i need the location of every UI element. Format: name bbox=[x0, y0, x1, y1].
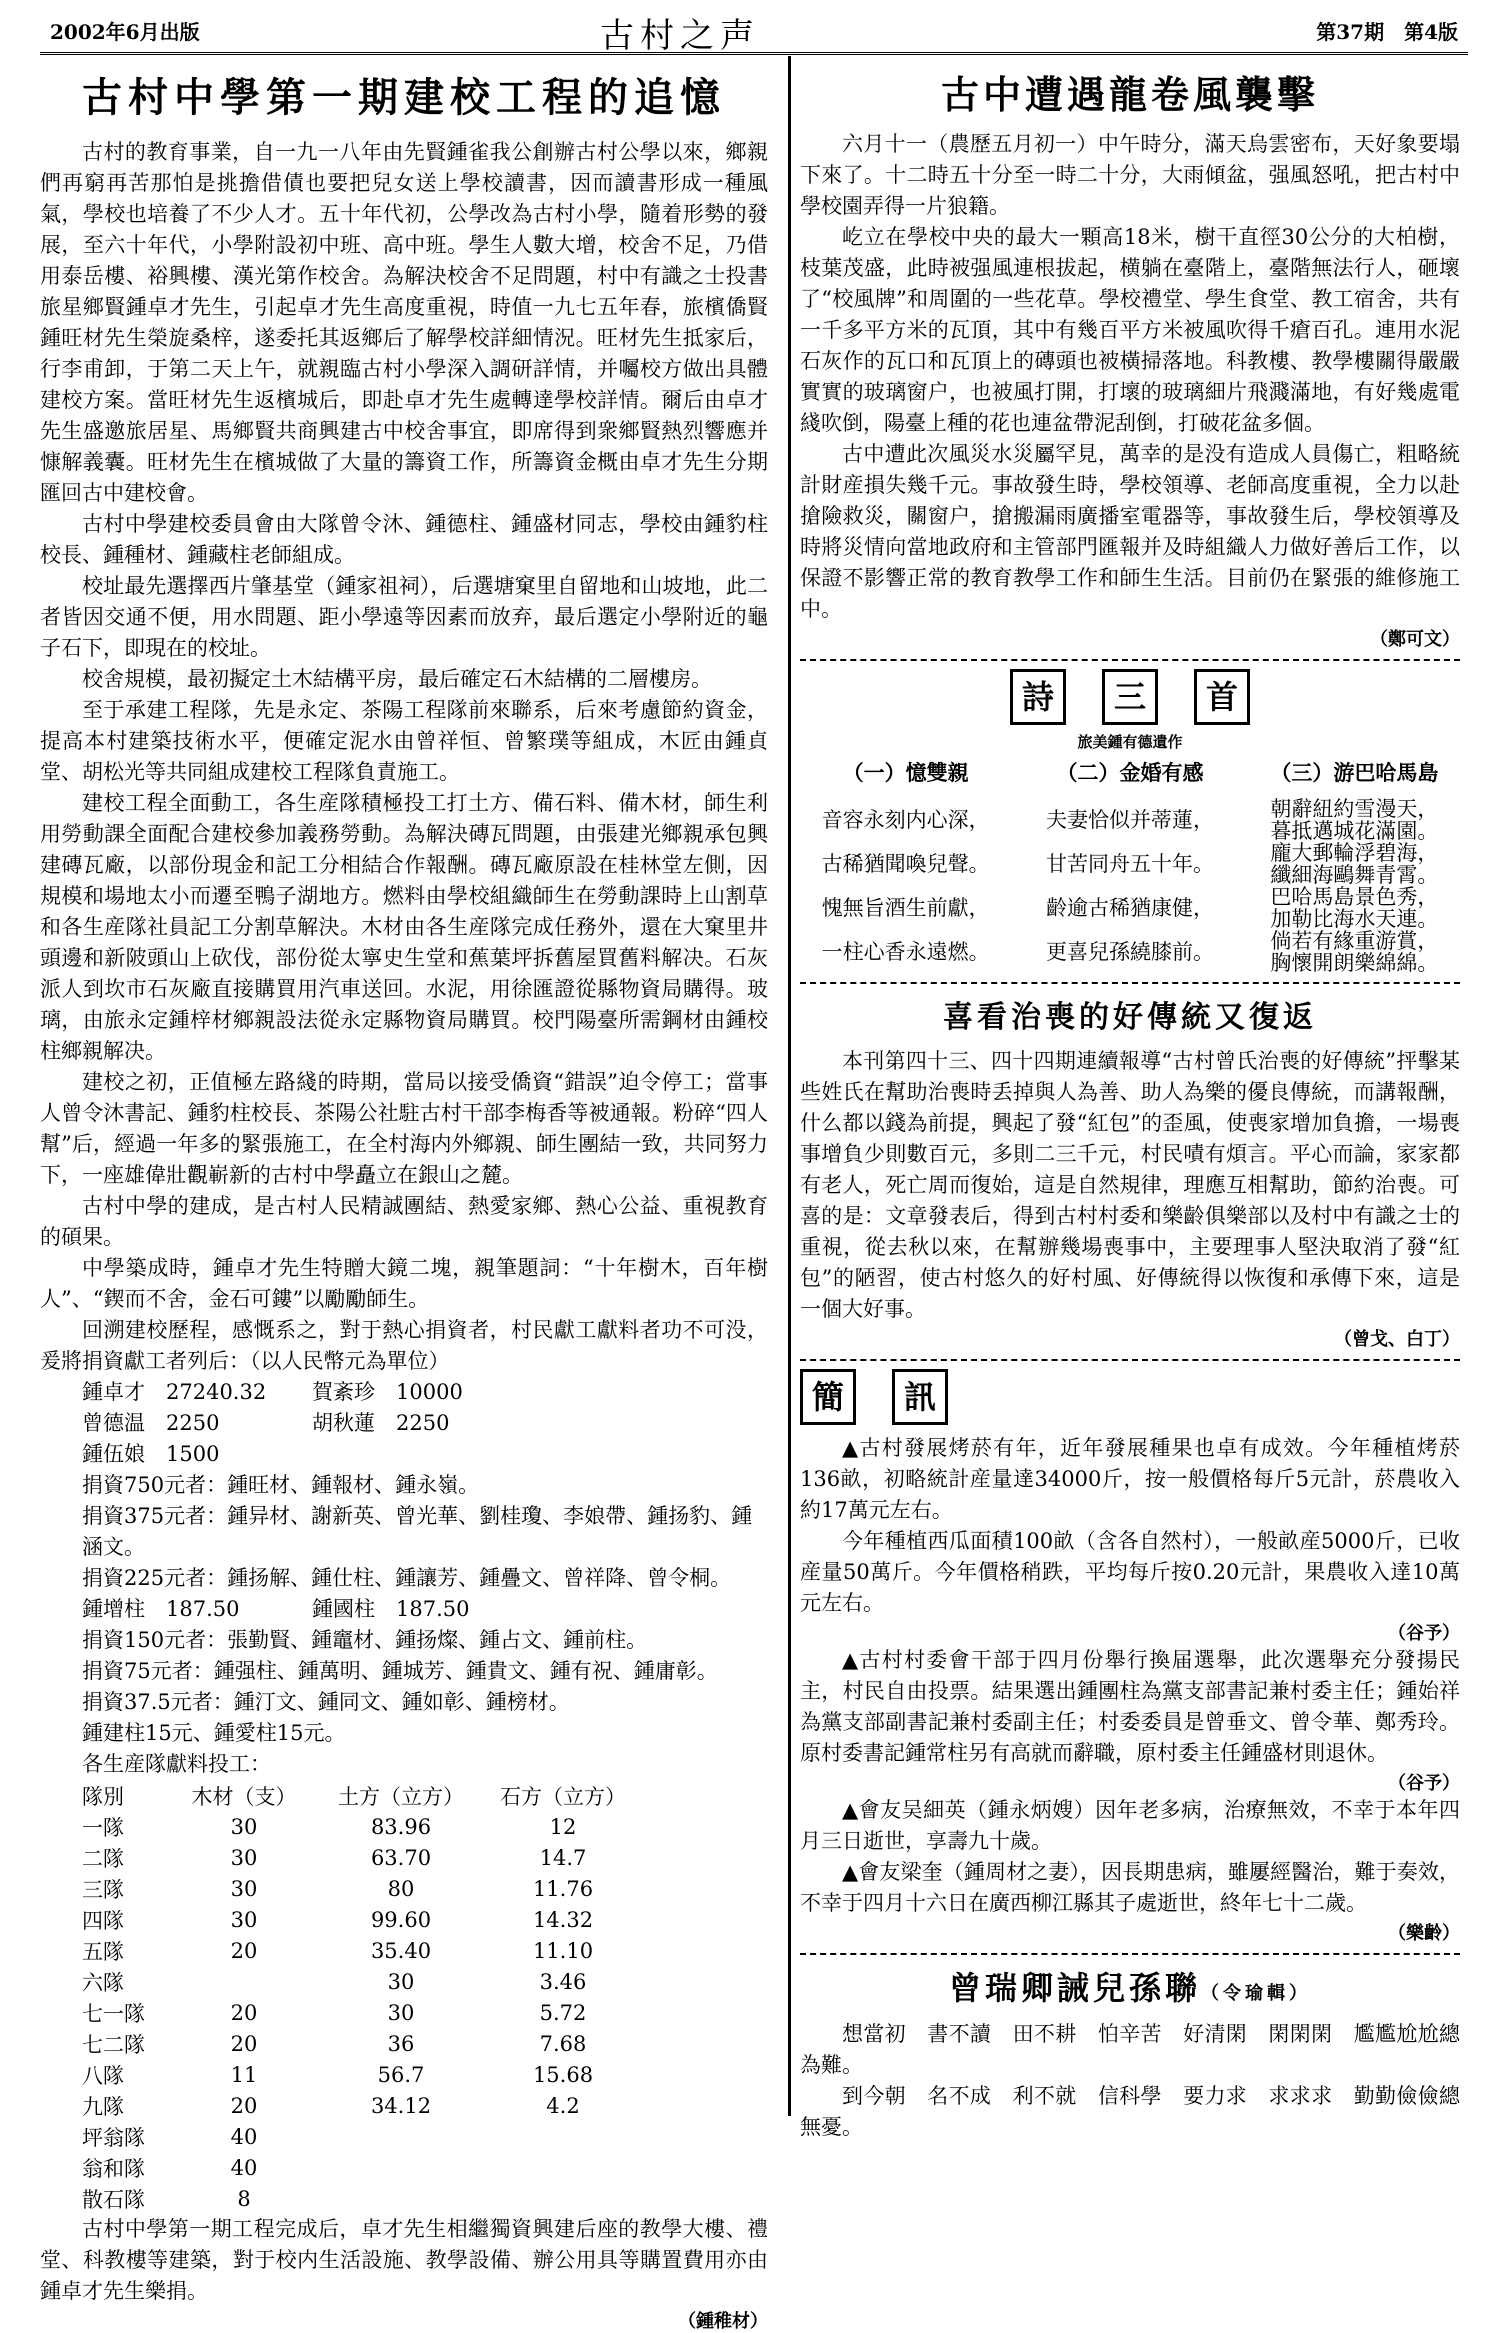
table-cell: 三隊 bbox=[82, 1877, 124, 1902]
donation-row: 捐資375元者：鍾异材、謝新英、曾光華、劉桂瓊、李娘帶、鍾扬豹、鍾涵文。 bbox=[82, 1504, 753, 1559]
poem-line: 一柱心香永遠燃。 bbox=[821, 940, 990, 964]
table-row bbox=[76, 1842, 644, 1873]
table-cell: 11.76 bbox=[532, 1876, 594, 1901]
news-signature: （樂齡） bbox=[1388, 1923, 1460, 1944]
poem bbox=[1249, 758, 1460, 974]
section-divider bbox=[800, 1953, 1460, 1955]
poem-line: 甘苦同舟五十年。 bbox=[1046, 852, 1214, 876]
page-header bbox=[40, 8, 1468, 56]
donation-row: 捐資750元者：鍾旺材、鍾報材、鍾永嶺。 bbox=[82, 1473, 480, 1497]
table-cell: 5.72 bbox=[539, 2000, 587, 2025]
table-cell: 20 bbox=[230, 1938, 258, 1963]
article-paragraph: 校址最先選擇西片肇基堂（鍾家祖祠），后選塘窠里自留地和山坡地，此二者皆因交通不便，用水問題、距小學遠等因素而放弃，最后選定小學附近的龜子石下，即現在的校址。 bbox=[40, 574, 768, 660]
donation-row: 鍾增柱 187.50 鍾國柱 187.50 bbox=[82, 1597, 470, 1621]
table-cell: 六隊 bbox=[82, 1970, 124, 1995]
school-article-title: 古村中學第一期建校工程的追憶 bbox=[82, 74, 726, 121]
news-title-char: 訊 bbox=[892, 1369, 948, 1425]
article-paragraph: 古村中學的建成，是古村人民精誠團結、熱愛家鄉、熱心公益、重視教育的碩果。 bbox=[40, 1194, 768, 1249]
donation-row: 鍾卓才 27240.32 賀紊珍 10000 bbox=[82, 1380, 463, 1404]
donation-row: 捐資75元者：鍾强柱、鍾萬明、鍾城芳、鍾貴文、鍾有祝、鍾庸彰。 bbox=[82, 1659, 718, 1683]
paper-name: 古村之声 bbox=[600, 16, 760, 56]
table-row bbox=[76, 2121, 644, 2152]
table-cell: 七二隊 bbox=[82, 2032, 145, 2057]
table-cell: 4.2 bbox=[546, 2093, 580, 2118]
column-header: 隊別 bbox=[82, 1784, 124, 1809]
donation-row: 曾德温 2250 胡秋蓮 2250 bbox=[82, 1411, 450, 1435]
news-item: 今年種植西瓜面積100畝（含各自然村），一般畝産5000斤，已收産量50萬斤。今年價格稍跌，平均每斤按0.20元計，果農收入達10萬元左右。 bbox=[800, 1529, 1460, 1615]
table-row bbox=[76, 2090, 644, 2121]
left-column bbox=[40, 60, 768, 2333]
table-cell: 30 bbox=[387, 2000, 415, 2025]
poem-line: 胸懷開朗樂綿綿。 bbox=[1270, 951, 1439, 975]
table-cell: 36 bbox=[387, 2031, 415, 2056]
table-cell: 30 bbox=[387, 1969, 415, 1994]
news-item: ▲古村村委會干部于四月份舉行換届選舉，此次選舉充分發揚民主，村民自由投票。結果選出鍾團柱為黨支部書記兼村委主任；鍾始祥為黨支部副書記兼村委副主任；村委委員是曾垂文、曾令華、鄭秀玲。原村委書記鍾常柱另有高就而辭職，原村委主任鍾盛材則退休。 bbox=[800, 1648, 1460, 1765]
brief-news-title bbox=[800, 1369, 1460, 1425]
donation-row: 捐資225元者：鍾扬解、鍾仕柱、鍾讓芳、鍾疊文、曾祥降、曾令桐。 bbox=[82, 1566, 732, 1590]
couplet-line: 想當初 書不讀 田不耕 怕辛苦 好清閑 閑閑閑 尷尷尬尬總為難。 bbox=[800, 2022, 1460, 2077]
table-row bbox=[76, 2028, 644, 2059]
column-header: 土方（立方） bbox=[338, 1784, 464, 1809]
table-cell: 20 bbox=[230, 2093, 258, 2118]
news-title-char: 簡 bbox=[800, 1369, 856, 1425]
table-cell: 坪翁隊 bbox=[82, 2125, 145, 2150]
poem-title-char: 首 bbox=[1194, 669, 1250, 725]
poem-line: 齡逾古稀猶康健， bbox=[1046, 896, 1214, 920]
table-cell: 一隊 bbox=[82, 1815, 124, 1840]
table-cell: 20 bbox=[230, 2000, 258, 2025]
couplet-section bbox=[800, 1963, 1460, 2143]
article-paragraph: 六月十一（農歷五月初一）中午時分，滿天烏雲密布，天好象要塌下來了。十二時五十分至一時二十分，大雨傾盆，强風怒吼，把古村中學校園弄得一片狼籍。 bbox=[800, 132, 1460, 218]
poem bbox=[1024, 758, 1235, 974]
poem-line: 音容永刻内心深， bbox=[821, 808, 990, 832]
table-cell bbox=[320, 2152, 482, 2183]
poem-line: 龐大郵輪浮碧海， bbox=[1270, 841, 1439, 865]
poem-line: 加勒比海水天連。 bbox=[1270, 907, 1439, 931]
article-paragraph: 建校工程全面動工，各生産隊積極投工打土方、備石料、備木材，師生利用勞動課全面配合建校參加義務勞動。為解決磚瓦問題，由張建光鄉親承包興建磚瓦廠，以部份現金和記工分相結合作報酬。磚瓦廠原設在桂林堂左側，因規模和場地太小而遷至鴨子湖地方。燃料由學校組織師生在勞動課時上山割草和各生産隊社員記工分割草解決。木材由各生産隊完成任務外，還在大窠里井頭邊和新陂頭山上砍伐，部份從太寧史生堂和蕉葉坪拆舊屋買舊料解决。石灰派人到坎市石灰廠直接購買用汽車送回。水泥，用徐匯證從縣物資局購得。玻璃，由旅永定鍾梓材鄉親設法從永定縣物資局購買。校門陽臺所需鋼材由鍾校柱鄉親解决。 bbox=[40, 791, 768, 1063]
table-cell: 11.10 bbox=[532, 1938, 594, 1963]
right-column bbox=[800, 60, 1460, 2143]
article-paragraph: 屹立在學校中央的最大一顆高18米，樹干直徑30公分的大柏樹，枝葉茂盛，此時被强風連根拔起，横躺在臺階上，臺階無法行人，砸壞了“校風牌”和周圍的一些花草。學校禮堂、學生食堂、教工宿舍，共有一千多平方米的瓦頂，其中有幾百平方米被風吹得千瘡百孔。連用水泥石灰作的瓦口和瓦頂上的磚頭也被橫掃落地。科教樓、教學樓關得嚴嚴實實的玻璃窗户，也被風打開，打壞的玻璃細片飛濺滿地，有好幾處電綫吹倒，陽臺上種的花也連盆帶泥刮倒，打破花盆多個。 bbox=[800, 225, 1460, 435]
article-paragraph: 建校之初，正值極左路綫的時期，當局以接受僑資“錯誤”迫令停工；當事人曾令沐書記、鍾豹柱校長、茶陽公社駐古村干部李梅香等被通報。粉碎“四人幫”后，經過一年多的緊張施工，在全村海内外鄉親、師生團結一致，共同努力下，一座雄偉壯觀嶄新的古村中學矗立在銀山之麓。 bbox=[40, 1070, 768, 1187]
donation-row: 鍾伍娘 1500 bbox=[82, 1442, 220, 1466]
table-cell bbox=[168, 1966, 320, 1997]
table-cell: 四隊 bbox=[82, 1908, 124, 1933]
poem-line: 愧無旨酒生前獻， bbox=[821, 896, 990, 920]
poems-section bbox=[800, 669, 1460, 974]
publish-date: 2002年6月出版 bbox=[50, 20, 200, 44]
news-item: ▲會友梁奎（鍾周材之妻），因長期患病，雖屢經醫治，難于奏效，不幸于四月十六日在廣西柳江縣其子處逝世，終年七十二歲。 bbox=[800, 1860, 1460, 1915]
table-cell: 30 bbox=[230, 1814, 258, 1839]
table-cell: 34.12 bbox=[370, 2093, 432, 2118]
table-cell: 30 bbox=[230, 1907, 258, 1932]
article-paragraph: 中學築成時，鍾卓才先生特贈大鏡二塊，親筆題詞：“十年樹木，百年樹人”、“鍥而不舍，金石可鏤”以勵勵師生。 bbox=[40, 1256, 768, 1311]
table-row bbox=[76, 1873, 644, 1904]
table-header-row bbox=[76, 1780, 644, 1811]
poem-line: 朝辭紐約雪漫天， bbox=[1270, 797, 1439, 821]
section-divider bbox=[800, 982, 1460, 984]
article-signature: （鄭可文） bbox=[1370, 629, 1460, 650]
article-paragraph: 至于承建工程隊，先是永定、茶陽工程隊前來聯系，后來考慮節約資金，提高本村建築技術水平，便確定泥水由曾祥恒、曾繁璞等組成，木匠由鍾貞堂、胡松光等共同組成建校工程隊負責施工。 bbox=[40, 698, 768, 784]
news-signature: （谷予） bbox=[1388, 1773, 1460, 1794]
table-cell: 翁和隊 bbox=[82, 2156, 145, 2181]
table-cell: 12 bbox=[549, 1814, 577, 1839]
poem-line: 倘若有緣重游賞， bbox=[1270, 929, 1439, 953]
poem-grid bbox=[800, 758, 1460, 974]
table-cell: 五隊 bbox=[82, 1939, 124, 1964]
poem-title-char: 詩 bbox=[1010, 669, 1066, 725]
team-intro: 各生産隊獻料投工： bbox=[82, 1752, 271, 1776]
poem-heading: （三）游巴哈馬島 bbox=[1270, 760, 1439, 785]
table-cell bbox=[482, 2152, 644, 2183]
funeral-article-title: 喜看治喪的好傳統又復返 bbox=[943, 1000, 1317, 1035]
table-cell: 3.46 bbox=[539, 1969, 587, 1994]
table-cell: 7.68 bbox=[539, 2031, 587, 2056]
table-cell: 30 bbox=[230, 1845, 258, 1870]
column-header: 石方（立方） bbox=[500, 1784, 626, 1809]
table-cell: 30 bbox=[230, 1876, 258, 1901]
poem-line: 巴哈馬島景色秀， bbox=[1270, 885, 1439, 909]
table-row bbox=[76, 2183, 644, 2214]
article-signature: （鍾稚材） bbox=[678, 2311, 768, 2332]
table-cell: 11 bbox=[230, 2062, 258, 2087]
table-row bbox=[76, 2059, 644, 2090]
table-cell bbox=[320, 2183, 482, 2214]
table-row bbox=[76, 1935, 644, 1966]
article-closing: 古村中學第一期工程完成后，卓才先生相繼獨資興建后座的教學大樓、禮堂、科教樓等建築，對于校内生活設施、教學設備、辦公用具等購置費用亦由鍾卓才先生樂捐。 bbox=[40, 2217, 768, 2303]
article-paragraph: 古村的教育事業，自一九一八年由先賢鍾雀我公創辦古村公學以來，鄉親們再窮再苦那怕是挑擔借債也要把兒女送上學校讀書，因而讀書形成一種風氣，學校也培養了不少人才。五十年代初，公學改為古村小學，隨着形勢的發展，至六十年代，小學附設初中班、高中班。學生人數大增，校舍不足，乃借用泰岳樓、裕興樓、漢光第作校舍。為解決校舍不足問題，村中有識之士投書旅星鄉賢鍾卓才先生，引起卓才先生高度重視，時值一九七五年春，旅檳僑賢鍾旺材先生榮旋桑梓，遂委托其返鄉后了解學校詳細情況。旺材先生抵家后，行李甫卸，于第二天上午，就親臨古村小學深入調研詳情，并囑校方做出具體建校方案。當旺材先生返檳城后，即赴卓才先生處轉達學校詳情。爾后由卓才先生盛邀旅居星、馬鄉賢共商興建古中校舍事宜，即席得到衆鄉賢熱烈響應并慷解義囊。旺材先生在檳城做了大量的籌資工作，所籌資金概由卓才先生分期匯回古中建校會。 bbox=[40, 140, 768, 505]
poem-heading: （二）金婚有感 bbox=[1056, 760, 1204, 785]
table-cell bbox=[320, 2121, 482, 2152]
table-cell: 14.32 bbox=[532, 1907, 594, 1932]
donation-list bbox=[40, 1377, 768, 1780]
poem-title-char: 三 bbox=[1102, 669, 1158, 725]
table-cell: 15.68 bbox=[532, 2062, 594, 2087]
table-row bbox=[76, 1811, 644, 1842]
poems-author: 旅美鍾有德遺作 bbox=[1077, 733, 1183, 751]
table-cell: 七一隊 bbox=[82, 2001, 145, 2026]
table-cell: 散石隊 bbox=[82, 2187, 145, 2212]
table-cell: 8 bbox=[237, 2186, 251, 2211]
poem bbox=[800, 758, 1011, 974]
table-cell: 63.70 bbox=[370, 1845, 432, 1870]
article-paragraph: 回溯建校歷程，感慨系之，對于熱心捐資者，村民獻工獻料者功不可没，爰將捐資獻工者列后：（以人民幣元為單位） bbox=[40, 1318, 768, 1373]
table-cell: 40 bbox=[230, 2124, 258, 2149]
table-cell: 35.40 bbox=[370, 1938, 432, 1963]
table-cell bbox=[482, 2183, 644, 2214]
poem-line: 暮抵邁城花滿園。 bbox=[1270, 819, 1439, 843]
table-cell: 九隊 bbox=[82, 2094, 124, 2119]
table-row bbox=[76, 1904, 644, 1935]
table-cell: 20 bbox=[230, 2031, 258, 2056]
table-cell: 80 bbox=[387, 1876, 415, 1901]
section-divider bbox=[800, 659, 1460, 661]
donation-row: 捐資150元者：張勤賢、鍾竈材、鍾扬燦、鍾占文、鍾前柱。 bbox=[82, 1628, 648, 1652]
news-signature: （谷予） bbox=[1388, 1623, 1460, 1644]
article-paragraph: 古村中學建校委員會由大隊曾令沐、鍾德柱、鍾盛材同志，學校由鍾豹柱校長、鍾種材、鍾藏柱老師組成。 bbox=[40, 512, 768, 567]
table-cell: 56.7 bbox=[377, 2062, 425, 2087]
poem-heading: （一）憶雙親 bbox=[842, 760, 969, 785]
team-contribution-table bbox=[76, 1780, 644, 2214]
table-cell bbox=[482, 2121, 644, 2152]
header-rule bbox=[40, 52, 1468, 55]
brief-news-section bbox=[800, 1369, 1460, 1945]
article-paragraph: 古中遭此次風災水災屬罕見，萬幸的是没有造成人員傷亡，粗略統計財産損失幾千元。事故發生時，學校領導、老師高度重視，全力以赴搶險救災，關窗户，搶搬漏雨廣播室電器等，事故發生后，學校領導及時將災情向當地政府和主管部門匯報并及時組織人力做好善后工作，以保證不影響正常的教育教學工作和師生生活。目前仍在緊張的維修施工中。 bbox=[800, 442, 1460, 621]
donation-row: 鍾建柱15元、鍾愛柱15元。 bbox=[82, 1721, 346, 1745]
table-cell: 二隊 bbox=[82, 1846, 124, 1871]
couplet-note: （令瑜輯） bbox=[1201, 1983, 1311, 2004]
article-signature: （曾戈、白丁） bbox=[1334, 1329, 1460, 1350]
column-divider bbox=[788, 56, 791, 2116]
table-cell: 14.7 bbox=[539, 1845, 587, 1870]
table-cell: 40 bbox=[230, 2155, 258, 2180]
poem-line: 古稀猶聞喚兒聲。 bbox=[821, 852, 990, 876]
poem-line: 夫妻恰似并蒂蓮， bbox=[1046, 808, 1214, 832]
article-paragraph: 本刊第四十三、四十四期連續報導“古村曾氏治喪的好傳統”抨擊某些姓氏在幫助治喪時丢掉與人為善、助人為樂的優良傳統，而講報酬，什么都以錢為前提，興起了發“紅包”的歪風，使喪家增加負擔，一場喪事增負少則數百元，多則二三千元，村民嘖有煩言。平心而論，家家都有老人，死亡周而復始，這是自然規律，理應互相幫助，節約治喪。可喜的是：文章發表后，得到古村村委和樂齡俱樂部以及村中有識之士的重視，從去秋以來，在幫辦幾場喪事中，主要理事人堅決取消了發“紅包”的陋習，使古村悠久的好村風、好傳統得以恢復和承傳下來，這是一個大好事。 bbox=[800, 1049, 1460, 1321]
table-cell: 83.96 bbox=[370, 1814, 432, 1839]
article-paragraph: 校舍規模，最初擬定土木結構平房，最后確定石木結構的二層樓房。 bbox=[82, 667, 712, 691]
page-number: 第4版 bbox=[1404, 20, 1458, 44]
issue-page bbox=[1316, 16, 1458, 45]
table-row bbox=[76, 2152, 644, 2183]
issue-number: 第37期 bbox=[1316, 20, 1385, 44]
news-item: ▲會友吴細英（鍾永炳嫂）因年老多病，治療無效，不幸于本年四月三日逝世，享壽九十歲。 bbox=[800, 1798, 1460, 1853]
storm-article-title: 古中遭遇龍卷風襲擊 bbox=[940, 72, 1319, 117]
table-row bbox=[76, 1997, 644, 2028]
poem-line: 纖細海鷗舞青霄。 bbox=[1270, 863, 1439, 887]
poems-title bbox=[800, 669, 1460, 725]
table-row bbox=[76, 1966, 644, 1997]
table-cell: 99.60 bbox=[370, 1907, 432, 1932]
poem-line: 更喜兒孫繞膝前。 bbox=[1046, 940, 1214, 964]
news-item: ▲古村發展烤菸有年，近年發展種果也卓有成效。今年種植烤菸136畝，初略統計産量達34000斤，按一般價格每斤5元計，菸農收入約17萬元左右。 bbox=[800, 1436, 1460, 1522]
column-header: 木材（支） bbox=[191, 1784, 297, 1809]
couplet-title bbox=[800, 1963, 1460, 2009]
couplet-title-text: 曾瑞卿誡兒孫聯 bbox=[948, 1969, 1201, 2007]
section-divider bbox=[800, 1359, 1460, 1361]
donation-row: 捐資37.5元者：鍾汀文、鍾同文、鍾如彰、鍾榜材。 bbox=[82, 1690, 570, 1714]
couplet-line: 到今朝 名不成 利不就 信科學 要力求 求求求 勤勤儉儉總無憂。 bbox=[800, 2084, 1460, 2139]
table-cell: 八隊 bbox=[82, 2063, 124, 2088]
